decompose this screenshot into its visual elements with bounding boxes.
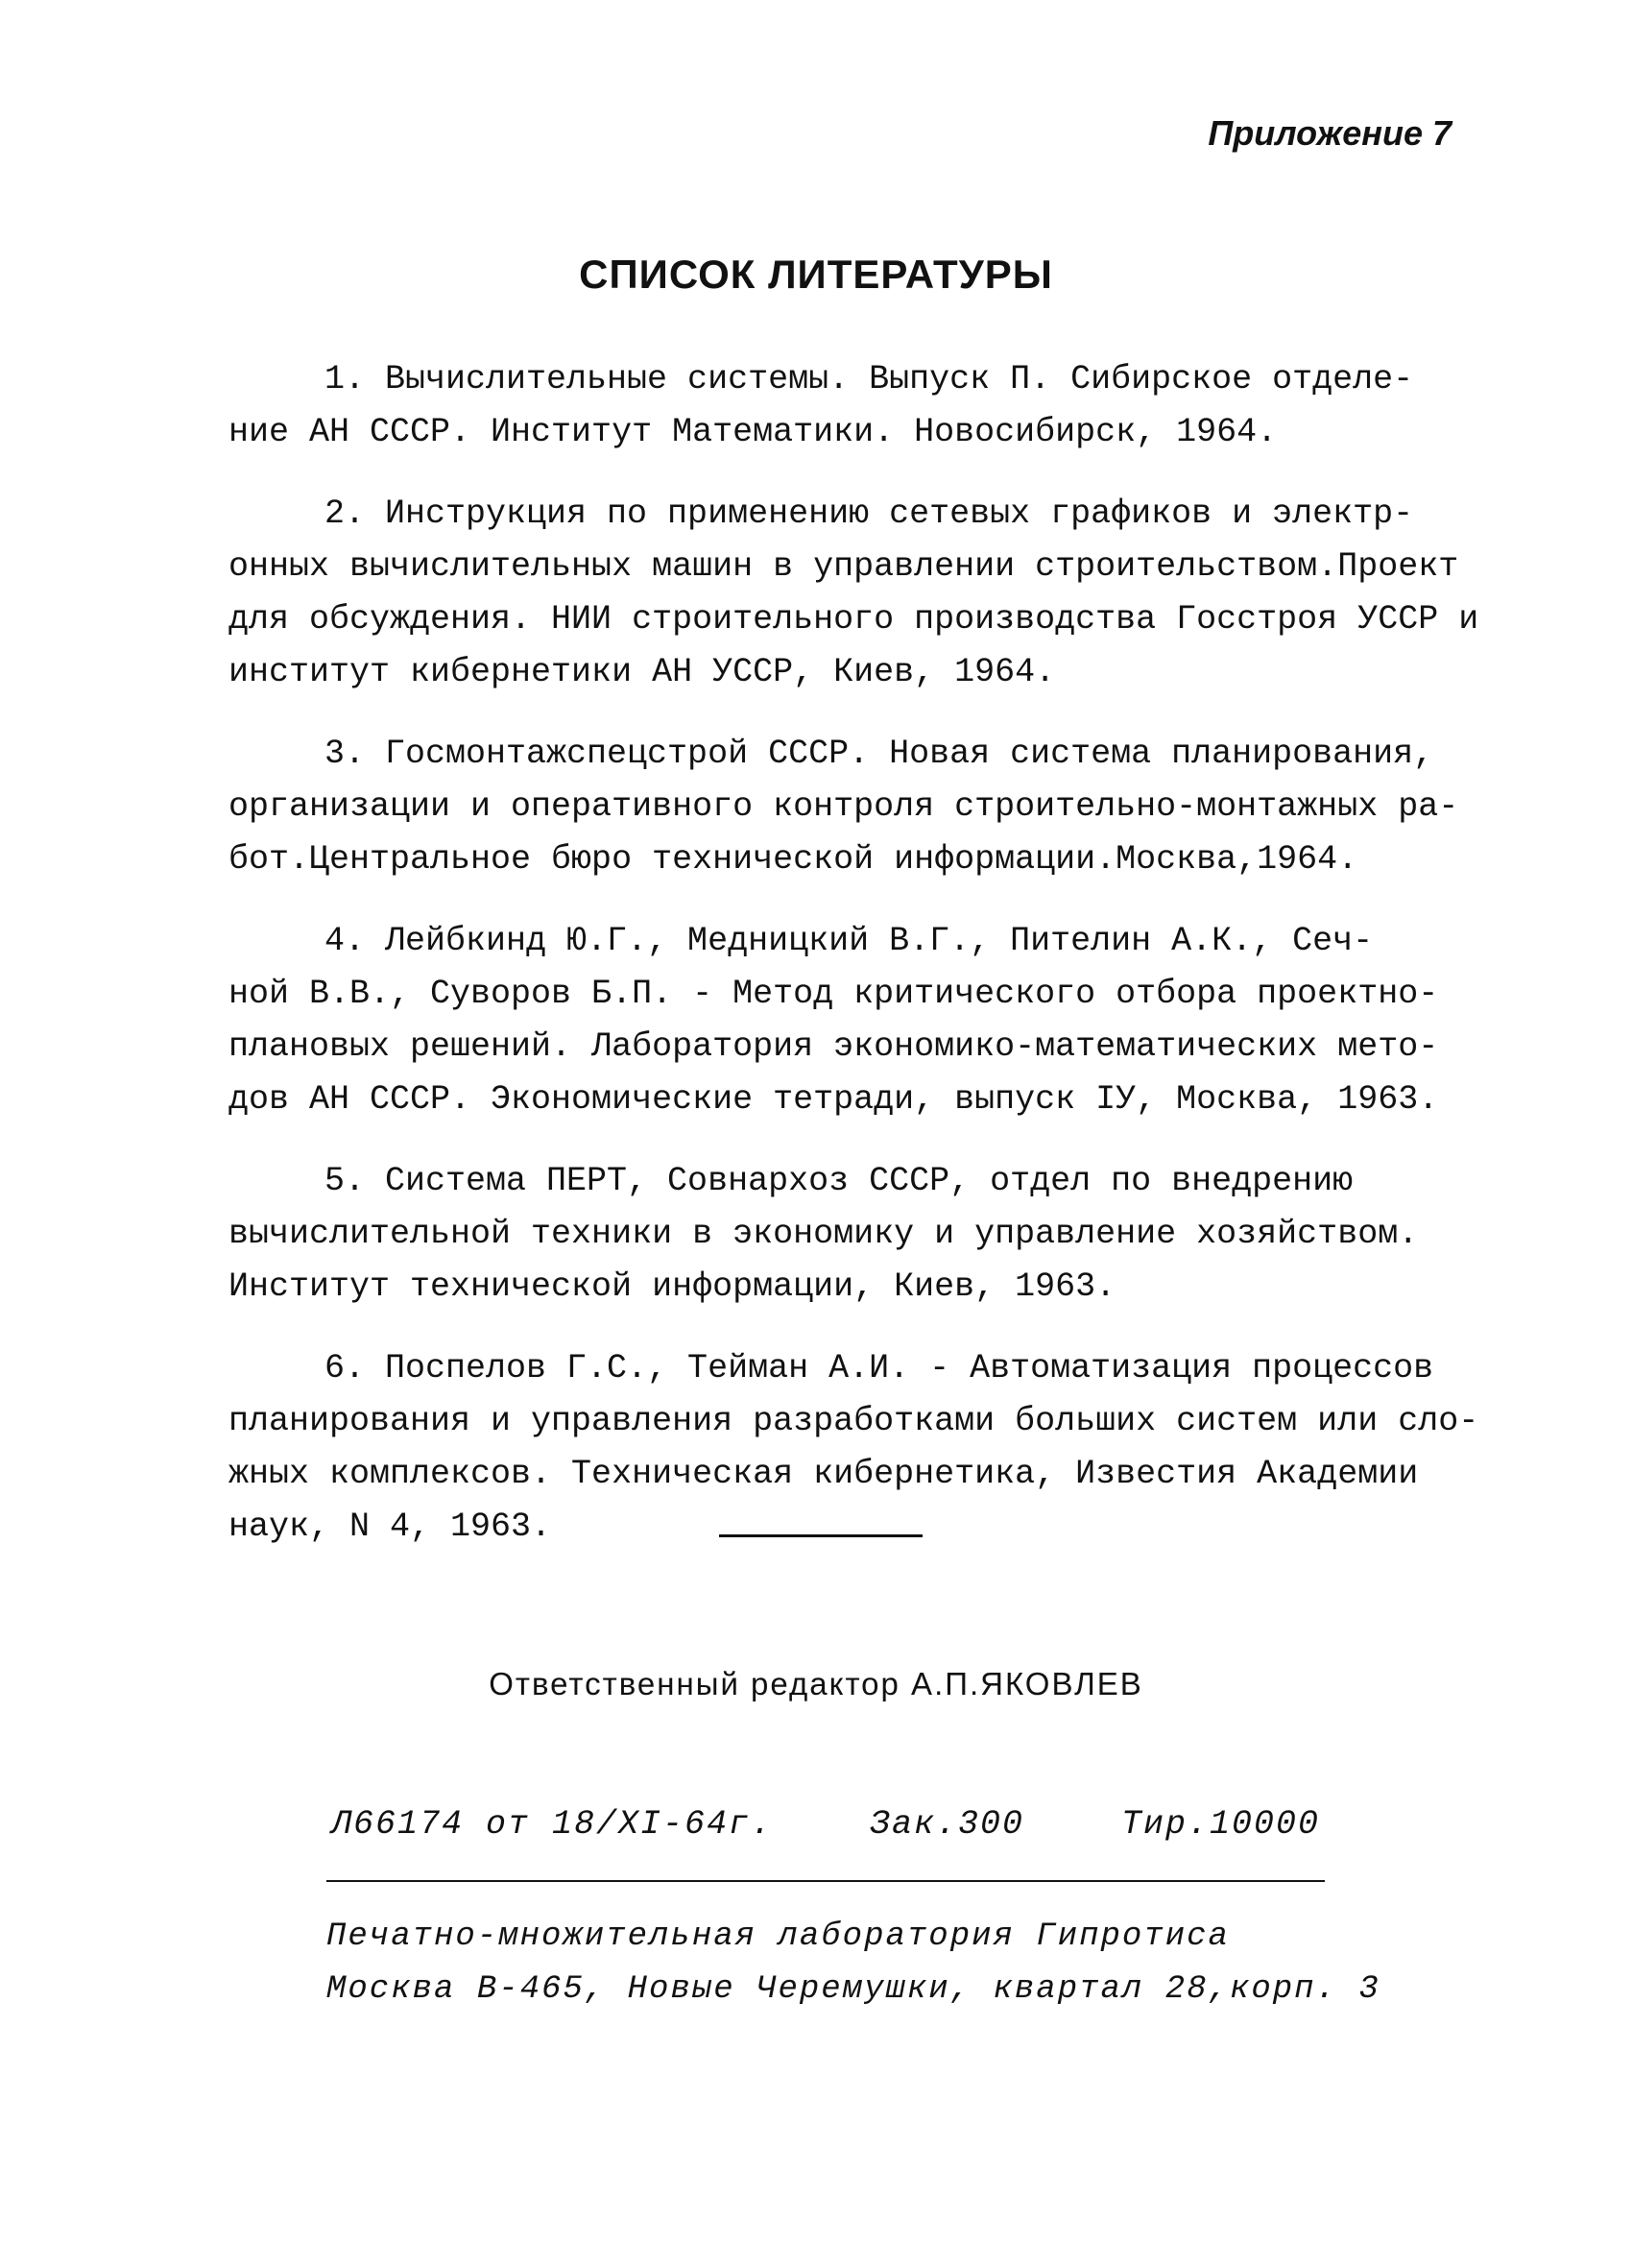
- reference-list: [228, 353, 1479, 1582]
- page-title: СПИСОК ЛИТЕРАТУРЫ: [579, 252, 1053, 297]
- reference-line: жных комплексов. Техническая кибернетика, Известия Академии: [228, 1455, 1419, 1493]
- reference-line: 5. Система ПЕРТ, Совнархоз СССР, отдел по внедрению: [324, 1162, 1354, 1200]
- reference-line: бот.Центральное бюро технической информации.Москва,1964.: [228, 840, 1358, 879]
- reference-line: планирования и управления разработками больших систем или сло-: [228, 1402, 1479, 1440]
- reference-line: 6. Поспелов Г.С., Тейман А.И. - Автоматизация процессов: [324, 1349, 1434, 1387]
- reference-line: для обсуждения. НИИ строительного производства Госстроя УССР и: [228, 600, 1479, 639]
- reference-item: [228, 728, 1459, 886]
- appendix-label: Приложение 7: [1208, 113, 1452, 153]
- reference-line: 4. Лейбкинд Ю.Г., Медницкий В.Г., Пителин А.К., Сеч-: [324, 922, 1374, 960]
- reference-line: плановых решений. Лаборатория экономико-математических мето-: [228, 1027, 1439, 1066]
- reference-item: [228, 1342, 1479, 1554]
- reference-line: организации и оперативного контроля строительно-монтажных ра-: [228, 787, 1459, 826]
- reference-line: 1. Вычислительные системы. Выпуск П. Сибирское отделе-: [324, 360, 1414, 398]
- reference-item: [228, 1155, 1440, 1314]
- reference-item: [228, 915, 1440, 1126]
- printer-name: Печатно-множительная лаборатория Гипротиса: [326, 1918, 1230, 1955]
- license-number: Л66174 от 18/XI-64г.: [331, 1805, 774, 1844]
- responsible-editor: Ответственный редактор А.П.ЯКОВЛЕВ: [489, 1666, 1143, 1701]
- reference-line: онных вычислительных машин в управлении строительством.Проект: [228, 547, 1459, 586]
- reference-line: вычислительной техники в экономику и управление хозяйством.: [228, 1215, 1419, 1253]
- reference-line: дов АН СССР. Экономические тетради, выпуск IУ, Москва, 1963.: [228, 1080, 1439, 1119]
- reference-line: ной В.В., Суворов Б.П. - Метод критического отбора проектно-: [228, 975, 1439, 1013]
- section-divider: [719, 1534, 923, 1537]
- reference-item: [228, 353, 1440, 459]
- printer-info: [326, 1911, 1380, 2016]
- reference-line: наук, N 4, 1963.: [228, 1508, 552, 1546]
- reference-line: Институт технической информации, Киев, 1963.: [228, 1267, 1116, 1306]
- order-number: Зак.300: [870, 1805, 1025, 1844]
- print-run: Тир.10000: [1120, 1805, 1320, 1844]
- imprint-details: [331, 1805, 1320, 1844]
- reference-line: 2. Инструкция по применению сетевых графиков и электр-: [324, 495, 1414, 533]
- reference-line: ние АН СССР. Институт Математики. Новосибирск, 1964.: [228, 413, 1278, 451]
- imprint-divider: [326, 1880, 1325, 1882]
- reference-item: [228, 488, 1479, 699]
- reference-line: 3. Госмонтажспецстрой СССР. Новая система планирования,: [324, 735, 1434, 773]
- reference-line: институт кибернетики АН УССР, Киев, 1964.: [228, 653, 1056, 691]
- printer-address: Москва В-465, Новые Черемушки, квартал 28,корп. 3: [326, 1971, 1380, 2008]
